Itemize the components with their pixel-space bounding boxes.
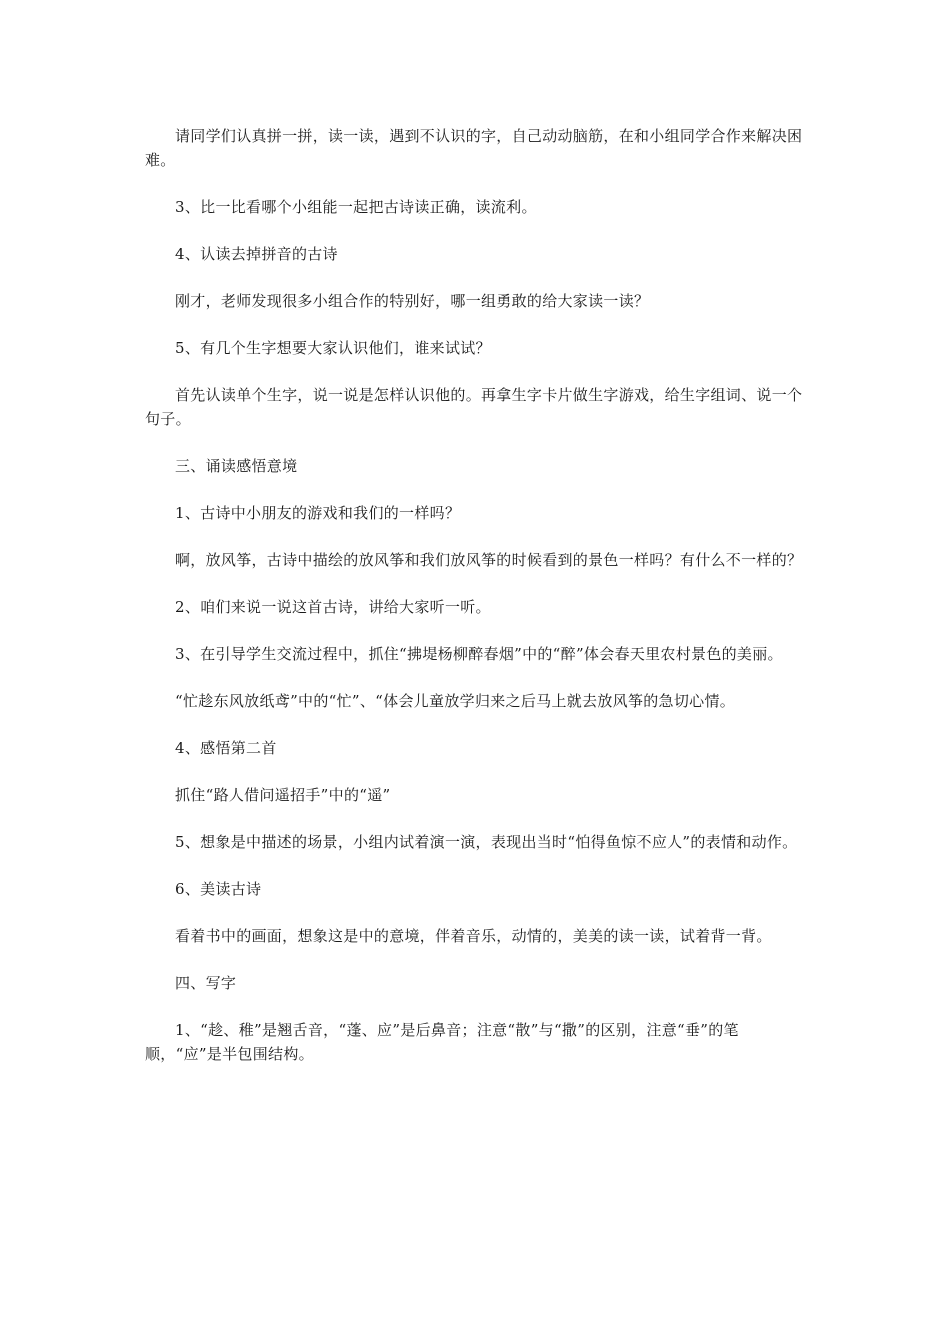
paragraph-1: 请同学们认真拼一拼，读一读，遇到不认识的字，自己动动脑筋，在和小组同学合作来解决困难。 [145,127,803,169]
paragraph-17: 看着书中的画面，想象这是中的意境，伴着音乐，动情的，美美的读一读，试着背一背。 [175,927,772,945]
paragraph-11: 3、在引导学生交流过程中，抓住“拂堤杨柳醉春烟”中的“醉”体会春天里农村景色的美丽。 [175,645,783,663]
paragraph-14: 抓住“路人借问遥招手”中的“遥” [175,786,391,804]
paragraph-13: 4、感悟第二首 [175,739,277,757]
paragraph-9: 啊，放风筝，古诗中描绘的放风筝和我们放风筝的时候看到的景色一样吗？有什么不一样的？ [175,551,803,569]
paragraph-19: 1、“趁、稚”是翘舌音，“蓬、应”是后鼻音；注意“散”与“撒”的区别，注意“垂”的笔顺，“应”是半包围结构。 [145,1021,739,1063]
paragraph-2: 3、比一比看哪个小组能一起把古诗读正确，读流利。 [175,198,537,216]
paragraph-10: 2、咱们来说一说这首古诗，讲给大家听一听。 [175,598,491,616]
section-heading-3: 三、诵读感悟意境 [175,457,298,475]
paragraph-3: 4、认读去掉拼音的古诗 [175,245,338,263]
paragraph-8: 1、古诗中小朋友的游戏和我们的一样吗？ [175,504,461,522]
section-heading-4: 四、写字 [175,974,237,992]
paragraph-6: 首先认读单个生字，说一说是怎样认识他的。再拿生字卡片做生字游戏，给生字组词、说一个句子。 [145,386,803,428]
document-body [145,124,810,1089]
paragraph-5: 5、有几个生字想要大家认识他们，谁来试试？ [175,339,491,357]
paragraph-4: 刚才，老师发现很多小组合作的特别好，哪一组勇敢的给大家读一读？ [175,292,650,310]
paragraph-15: 5、想象是中描述的场景，小组内试着演一演，表现出当时“怕得鱼惊不应人”的表情和动作。 [175,833,798,851]
paragraph-12: “忙趁东风放纸鸢”中的“忙”、“体会儿童放学归来之后马上就去放风筝的急切心情。 [175,692,736,710]
paragraph-16: 6、美读古诗 [175,880,262,898]
